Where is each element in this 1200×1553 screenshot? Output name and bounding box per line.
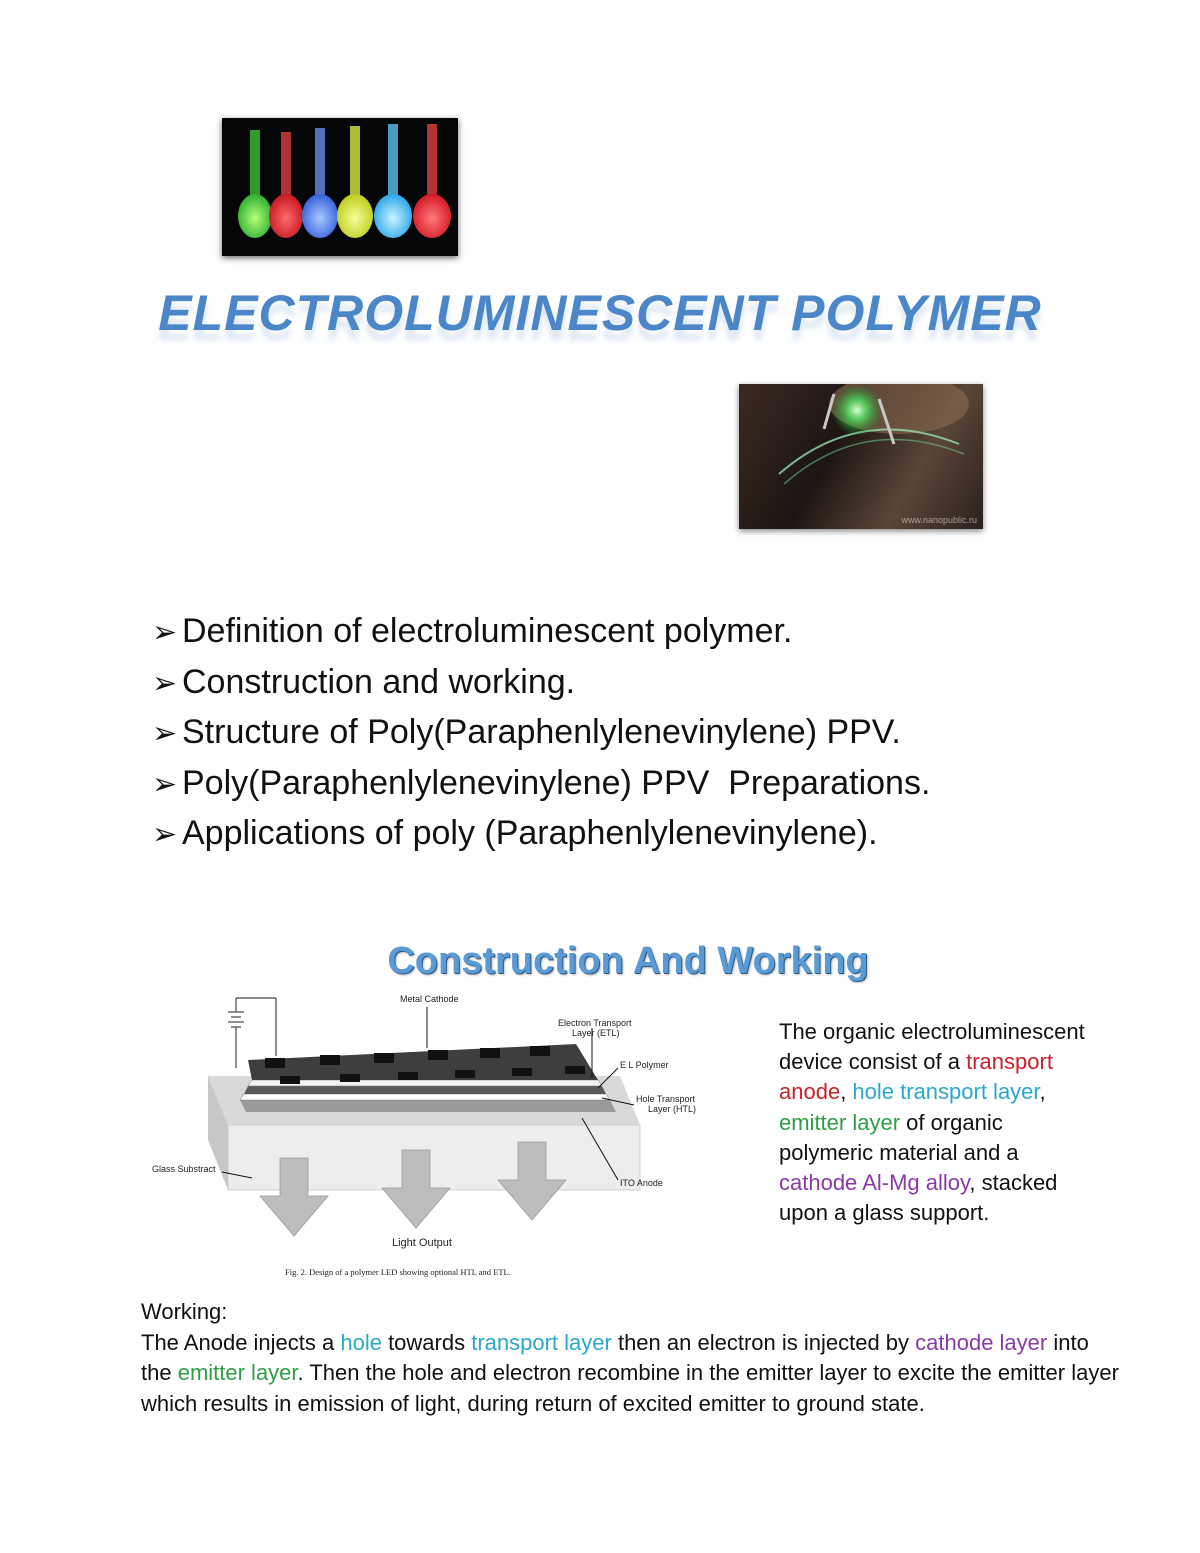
flask-cyan (374, 124, 412, 238)
label-el-polymer: E L Polymer (620, 1060, 669, 1070)
term-cathode-layer: cathode layer (915, 1329, 1048, 1355)
working-text: into the (141, 1329, 1089, 1385)
flexible-oled-photo (739, 384, 983, 529)
description-text: , stacked upon a glass support. (779, 1170, 1058, 1226)
ito-anode-layer (240, 1100, 616, 1112)
working-text: The Anode injects a (141, 1329, 341, 1355)
el-polymer-layer (244, 1086, 606, 1094)
working-text: then an electron is injected by (611, 1329, 916, 1355)
term-transport-layer: transport layer (471, 1329, 612, 1355)
arrow-bullet-icon: ➢ (152, 666, 178, 700)
label-metal-cathode: Metal Cathode (400, 994, 459, 1004)
flask-red-2 (413, 124, 451, 238)
flask-blue (302, 128, 338, 238)
topic-text: Definition of electroluminescent polymer. (182, 612, 793, 650)
description-text: of organic polymeric material and a (779, 1109, 1019, 1165)
arrow-bullet-icon: ➢ (152, 767, 178, 801)
label-htl-line1: Hole Transport (636, 1094, 696, 1104)
term-emitter-layer: emitter layer (779, 1109, 901, 1135)
topic-text: Construction and working. (182, 662, 576, 701)
term-transport-anode: transport anode (779, 1049, 1053, 1105)
term-hole: hole (340, 1329, 382, 1355)
oled-illustration (739, 384, 983, 529)
flask-red (269, 132, 303, 238)
label-etl-line1: Electron Transport (558, 1018, 632, 1028)
working-text: towards (381, 1329, 472, 1355)
term-cathode: cathode Al-Mg alloy (779, 1170, 970, 1196)
diagram-caption: Fig. 2. Design of a polymer LED showing optional HTL and ETL. (285, 1267, 511, 1277)
list-item (152, 809, 930, 860)
fluorescent-flasks-photo (222, 118, 458, 256)
arrow-bullet-icon: ➢ (152, 717, 178, 750)
device-description (779, 1017, 1099, 1228)
working-text: . Then the hole and electron recombine in the emitter layer to excite the emitter layer which results in emission of light, during return of excited emitter to ground state. (141, 1360, 1119, 1416)
topic-list (152, 607, 930, 860)
oled-watermark: www.nanopublic.ru (901, 515, 977, 525)
arrow-bullet-icon: ➢ (152, 616, 178, 649)
description-text: , (840, 1079, 853, 1105)
working-heading: Working: (141, 1299, 228, 1324)
flask-green (238, 130, 272, 238)
arrow-bullet-icon: ➢ (152, 818, 178, 851)
list-item (152, 708, 930, 759)
list-item (152, 658, 930, 709)
label-etl-line2: Layer (ETL) (572, 1028, 620, 1038)
list-item (152, 759, 930, 810)
label-light-output: Light Output (392, 1237, 452, 1249)
topic-text: Structure of Poly(Paraphenlylenevinylene) PPV. (182, 713, 901, 751)
list-item (152, 607, 930, 658)
label-ito-anode: ITO Anode (620, 1178, 663, 1188)
battery-icon (228, 998, 276, 1068)
etl-layer (248, 1080, 602, 1086)
topic-text: Poly(Paraphenlylenevinylene) PPV Preparations. (182, 763, 931, 802)
label-htl-line2: Layer (HTL) (648, 1104, 697, 1114)
section-heading: Construction And Working (387, 940, 869, 982)
term-emitter-layer-2: emitter layer (177, 1360, 298, 1385)
oled-structure-diagram (140, 990, 740, 1285)
flasks-illustration (222, 118, 458, 256)
working-paragraph (141, 1328, 1121, 1420)
description-text: The organic electroluminescent device consist of a (779, 1019, 1085, 1075)
page-title: ELECTROLUMINESCENT POLYMER (158, 285, 1042, 341)
htl-layer (240, 1094, 610, 1100)
description-text: , (1039, 1079, 1046, 1105)
topic-text: Applications of poly (Paraphenlylenevinylene). (182, 814, 878, 852)
label-glass-substrate: Glass Substract (152, 1164, 216, 1174)
flask-yellow (337, 126, 373, 238)
working-section (141, 1297, 1121, 1419)
term-hole-transport-layer: hole transport layer (852, 1079, 1040, 1105)
